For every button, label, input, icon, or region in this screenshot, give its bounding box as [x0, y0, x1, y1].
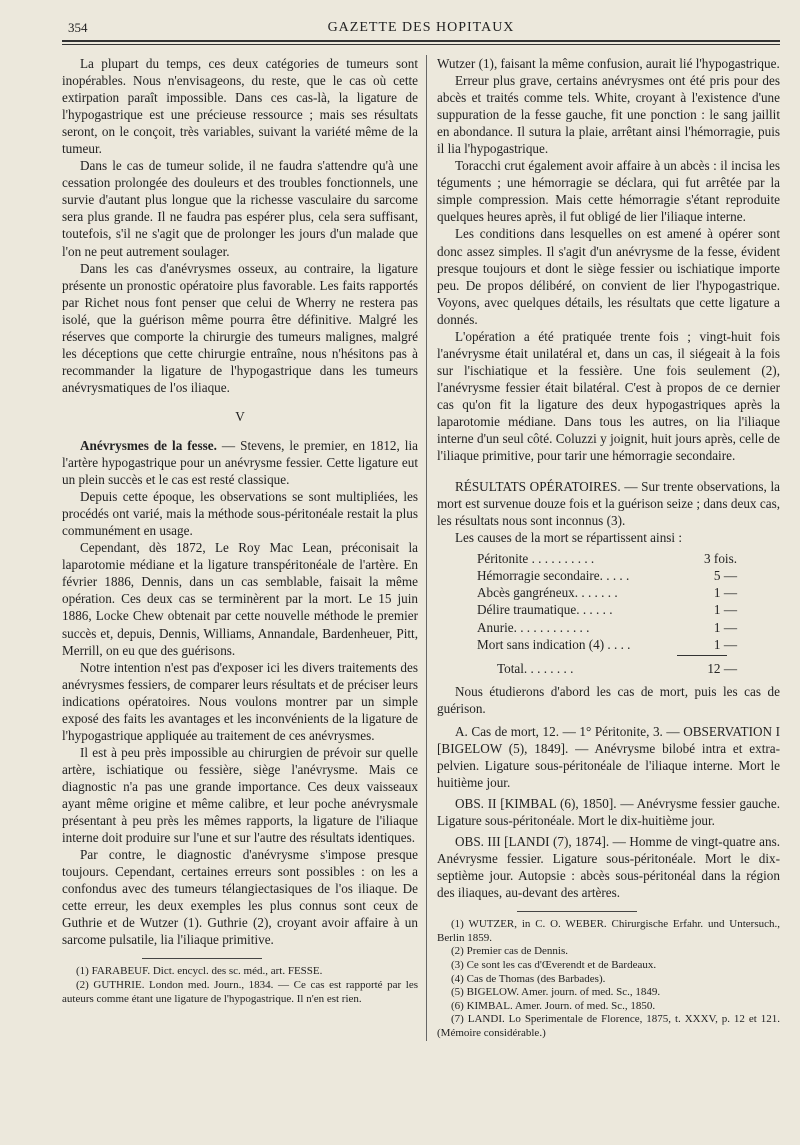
cause-label: Mort sans indication (4) . . . .: [477, 636, 631, 652]
observation: OBS. III [LANDI (7), 1874]. — Homme de vingt-quatre ans. Anévrysme fessier. Ligature sous-péritonéale. Mort le dix-septième jour. Autopsie : abcès sous-péritonéal dans la région des iliaques, au-devant des artères.: [437, 834, 780, 901]
cause-row: [477, 601, 737, 618]
causes-intro: Les causes de la mort se répartissent ainsi :: [455, 530, 683, 546]
section-title: Anévrysmes de la fesse.: [80, 437, 217, 453]
cause-label: Péritonite . . . . . . . . . .: [477, 551, 595, 567]
total-label: Total. . . . . . . .: [497, 660, 574, 676]
observation: OBS. II [KIMBAL (6), 1850]. — Anévrysme fessier gauche. Ligature sous-péritonéale. Mort le dix-huitième jour.: [437, 795, 780, 828]
cause-label: Délire traumatique. . . . . .: [477, 602, 613, 618]
cause-row: [477, 550, 737, 567]
paragraph: Il est à peu près impossible au chirurgien de prévoir sur quelle artère, ischiatique ou fessière, siège l'anévrysme. Mais ce diagnostic n'a pas une grande importance. Ces deux vaisseaux ayant même origine et même calibre, et leur poche anévrysmale présentant à peu près les mêmes rapports, la ligature de l'iliaque interne doit produire sur l'une et sur l'autre des résultats identiques.: [62, 744, 418, 846]
footnote: (1) FARABEUF. Dict. encycl. des sc. méd., art. FESSE.: [76, 965, 323, 978]
cause-count: 1 —: [713, 602, 737, 618]
total-rule: [677, 655, 727, 656]
cause-row: [477, 584, 737, 601]
cause-count: 1 —: [713, 636, 737, 652]
total-row: [477, 660, 737, 677]
results-text: — Sur trente observations, la mort est survenue douze fois et la guérison seize ; dans deux cas, les résultats nous sont inconnus (3).: [437, 479, 780, 529]
right-column: [426, 55, 780, 1041]
results-title: RÉSULTATS OPÉRATOIRES.: [455, 479, 621, 495]
cause-count: 1 —: [713, 585, 737, 601]
footnote: (1) WUTZER, in C. O. WEBER. Chirurgische Erfahr. und Untersuch., Berlin 1859.: [437, 918, 780, 944]
footnote: (5) BIGELOW. Amer. journ. of med. Sc., 1849.: [451, 986, 661, 999]
footnote: (2) Premier cas de Dennis.: [451, 945, 568, 958]
cause-label: Hémorragie secondaire. . . . .: [477, 568, 630, 584]
paragraph: Dans les cas d'anévrysmes osseux, au contraire, la ligature présente un pronostic opératoire plus favorable. Les faits rapportés par Richet nous font penser que celui de Wherry ne restera pas isolé, que la guérison même pourra être définitive. Malgré les réserves que comporte la chirurgie des tumeurs malignes, malgré les déceptions que cette chirurgie entraîne, nous n'hésitons pas à recommander la ligature de l'hypogastrique dans les tumeurs anévrysmatiques de l'os iliaque.: [62, 260, 418, 395]
cause-label: Anurie. . . . . . . . . . . .: [477, 619, 590, 635]
footnote-rule: [142, 958, 262, 959]
cause-count: 5 —: [713, 568, 737, 584]
paragraph: Depuis cette époque, les observations se sont multipliées, les procédés ont varié, mais la méthode sous-péritonéale restait la plus communément en usage.: [62, 489, 418, 539]
paragraph: Nous étudierons d'abord les cas de mort, puis les cas de guérison.: [437, 683, 780, 716]
header-rule: [62, 40, 780, 45]
paragraph: Les conditions dans lesquelles on est amené à opérer sont donc assez simples. Il s'agit d'un anévrysme de la fesse, évident presque toujours et dont le siège fessier ou ischiatique importe peu. De propos délibéré, on convient de lier l'hypogastrique. Voyons, avec quelques détails, les résultats que cette ligature a donnés.: [437, 226, 780, 327]
footnote: (4) Cas de Thomas (des Barbades).: [451, 972, 606, 985]
cause-row: [477, 619, 737, 636]
results-paragraph: [437, 478, 780, 529]
section-number: V: [235, 408, 245, 424]
cause-row: [477, 636, 737, 653]
page-number: 354: [68, 20, 88, 35]
paragraph: Toracchi crut également avoir affaire à un abcès : il incisa les téguments ; une hémorragie se déclara, qui fut arrêtée par la simple compression. Mais cette hémorragie s'étant reproduite quelques heures après, il fut obligé de lier l'iliaque interne.: [437, 158, 780, 225]
footnote: (2) GUTHRIE. London med. Journ., 1834. — Ce cas est rapporté par les auteurs comme étant une ligature de l'hypogastrique. Il n'en est rien.: [62, 978, 418, 1005]
paragraph: Par contre, le diagnostic d'anévrysme s'impose presque toujours. Cependant, certaines erreurs sont possibles : on les a confondus avec des tumeurs télangiectasiques de l'os iliaque. De cette erreur, les deux exemples les plus connus sont ceux de Guthrie et de Wutzer (1). Guthrie (2), croyant avoir affaire à un sarcome pulsatile, lia l'iliaque primitive.: [62, 847, 418, 948]
running-title: GAZETTE DES HOPITAUX: [327, 20, 515, 35]
paragraph: Notre intention n'est pas d'exposer ici les divers traitements des anévrysmes fessiers, de comparer leurs résultats et de préciser leurs indications opératoires. Nous voulons montrer par un simple exposé des faits les avantages et les inconvénients de la ligature de l'hypogastrique appliquée au traitement de ces anévrysmes.: [62, 659, 418, 743]
cause-count: 1 —: [713, 619, 737, 635]
columns: [62, 55, 780, 1041]
cause-row: [477, 567, 737, 584]
paragraph: Dans le cas de tumeur solide, il ne faudra s'attendre qu'à une cessation prolongée des douleurs et des troubles fonctionnels, une survie d'autant plus longue que la richesse vasculaire du sarcome sera plus grande. Il ne faudra pas espérer plus, cela sera suffisant, toutefois, s'il ne s'agit que de prolonger les jours d'un malade que l'on ne peut autrement soulager.: [62, 158, 418, 259]
paragraph: Cependant, dès 1872, Le Roy Mac Lean, préconisait la laparotomie médiane et la ligature transpéritonéale de l'artère. En février 1886, Dennis, dans un cas semblable, faisait la même opération. Ces deux cas se terminèrent par la mort. Le 15 juin 1886, Locke Chew obtenait par cette nouvelle méthode le premier succès et, depuis, Dennis, Williams, Annandale, Bardenheuer, Pitt, Merrill, on eu que des guérisons.: [62, 540, 418, 658]
cause-count: 3 fois.: [704, 551, 737, 567]
left-column: [62, 55, 426, 1041]
section-paragraph: [62, 437, 418, 488]
paragraph: La plupart du temps, ces deux catégories de tumeurs sont inopérables. Nous n'envisageons, du reste, que le cas où cette extirpation paraît impossible. Dans ces cas-là, la ligature de l'hypogastrique est une précieuse ressource ; mais ses résultats seront, on le conçoit, très variables, suivant la variété même de la tumeur.: [62, 56, 418, 157]
section-text: — Stevens, le premier, en 1812, lia l'artère hypogastrique pour un anévrysme fessier. Cette ligature eut un plein succès et le cas est resté classique.: [62, 437, 418, 488]
case-paragraph: A. Cas de mort, 12. — 1° Péritonite, 3. — OBSERVATION I [BIGELOW (5), 1849]. — Anévrysme bilobé intra et extra-pelvien. Ligature sous-péritonéale de l'iliaque interne. Mort le huitième jour.: [437, 723, 780, 790]
causes-table: [477, 550, 737, 676]
footnote-rule: [517, 911, 637, 912]
total-count: 12 —: [707, 660, 737, 676]
page-header: [62, 14, 780, 40]
footnote: (6) KIMBAL. Amer. Journ. of med. Sc., 1850.: [451, 999, 656, 1012]
footnote: (3) Ce sont les cas d'Œverendt et de Bardeaux.: [451, 958, 657, 971]
paragraph: Erreur plus grave, certains anévrysmes ont été pris pour des abcès et traités comme tels. White, croyant à l'existence d'une suppuration de la fesse gauche, fit une ponction : le sang jaillit en abondance. Il sutura la plaie, arrêtant ainsi l'hémorragie, puis il lia l'hypogastrique.: [437, 73, 780, 157]
paragraph: Wutzer (1), faisant la même confusion, aurait lié l'hypogastrique.: [437, 56, 780, 71]
cause-label: Abcès gangréneux. . . . . . .: [477, 585, 618, 601]
footnote: (7) LANDI. Lo Sperimentale de Florence, 1875, t. XXXV, p. 12 et 121. (Mémoire considérable.): [437, 1013, 780, 1039]
paragraph: L'opération a été pratiquée trente fois ; vingt-huit fois l'anévrysme était unilatéral et, dans un cas, il siégeait à la fois sur l'ischiatique et la fessière. Une fois seulement (2), l'anévrysme fessier était bilatéral. C'est à propos de ce dernier cas qu'on fit la ligature des deux hypogastriques après la laparotomie médiane. Dans tous les autres, on lia l'iliaque interne d'un seul côté. Coluzzi y joignit, huit jours après, celle de l'iliaque primitive, pour tarir une hémorragie secondaire.: [437, 328, 780, 464]
